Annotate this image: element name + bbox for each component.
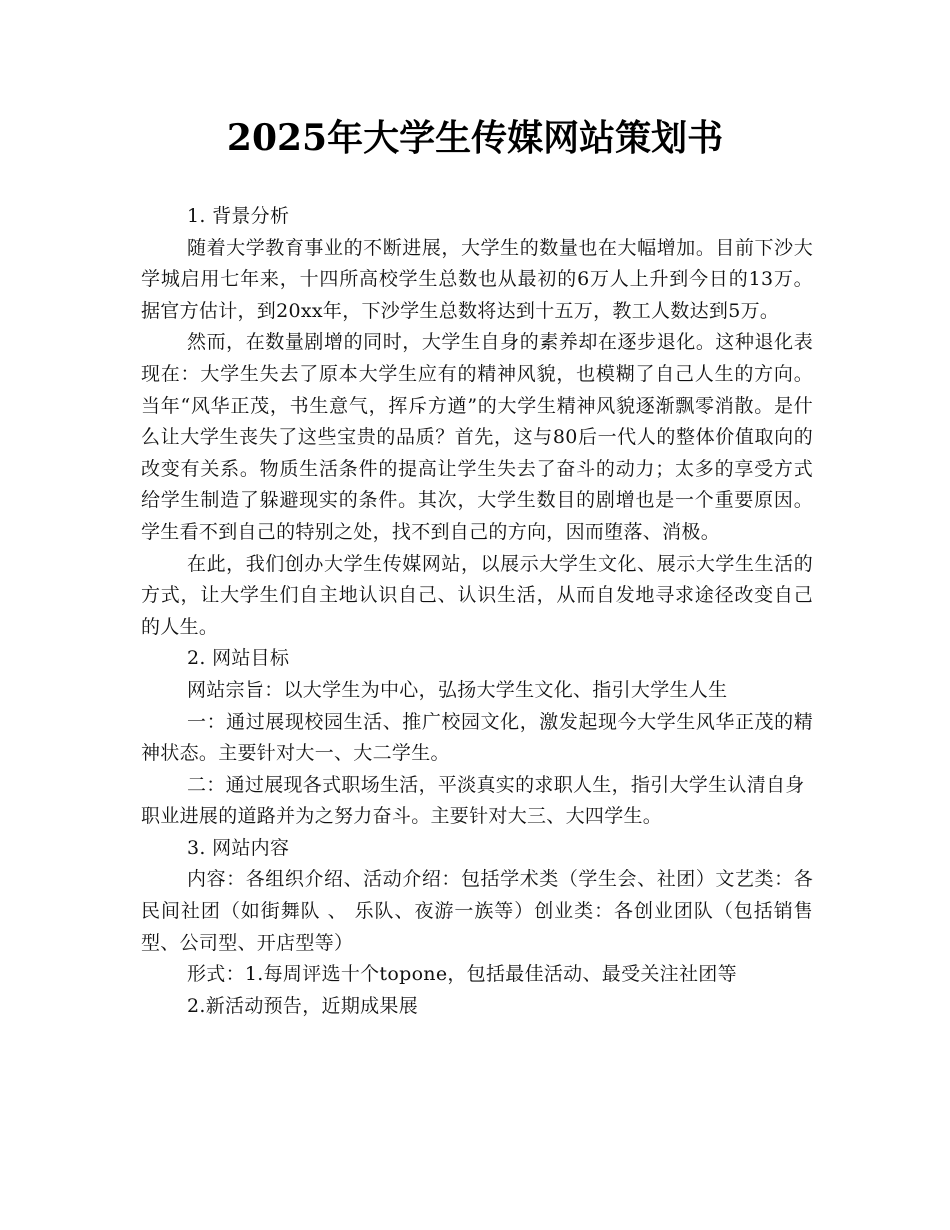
document-body bbox=[141, 201, 813, 1022]
paragraph-background-2: 然而，在数量剧增的同时，大学生自身的素养却在逐步退化。这种退化表现在：大学生失去了原本大学生应有的精神风貌，也模糊了自己人生的方向。 当年“风华正茂，书生意气，挥斥方遒”的大学生精神风貌逐渐飘零消散。是什么让大学生丧失了这些宝贵的品质？首先，这与80后一代人的整体价值取向的改变有关系。物质生活条件的提高让学生失去了奋斗的动力；太多的享受方式给学生制造了躲避现实的条件。其次，大学生数目的剧增也是一个重要原因。学生看不到自己的特别之处，找不到自己的方向，因而堕落、消极。 bbox=[141, 331, 813, 543]
paragraph-format-1: 形式：1.每周评选十个topone，包括最佳活动、最受关注社团等 bbox=[187, 963, 737, 986]
paragraph-background-3: 在此，我们创办大学生传媒网站，以展示大学生文化、展示大学生生活的方式，让大学生们自主地认识自己、认识生活，从而自发地寻求途径改变自己的人生。 bbox=[141, 552, 813, 638]
paragraph-background-1: 随着大学教育事业的不断进展，大学生的数量也在大幅增加。目前下沙大学城启用七年来，十四所高校学生总数也从最初的6万人上升到今日的13万。据官方估计，到20xx年，下沙学生总数将达到十五万，教工人数达到5万。 bbox=[141, 236, 813, 322]
section-heading-content: 3. 网站内容 bbox=[187, 836, 290, 859]
section-heading-background: 1. 背景分析 bbox=[187, 205, 290, 227]
paragraph-format-2: 2.新活动预告，近期成果展 bbox=[187, 994, 419, 1017]
document-title: 2025年大学生传媒网站策划书 bbox=[226, 117, 724, 159]
paragraph-mission: 网站宗旨：以大学生为中心，弘扬大学生文化、指引大学生人生 bbox=[187, 678, 728, 701]
section-heading-goals: 2. 网站目标 bbox=[187, 647, 290, 670]
paragraph-goal-one: 一：通过展现校园生活、推广校园文化，激发起现今大学生风华正茂的精神状态。主要针对大一、大二学生。 bbox=[141, 710, 813, 765]
paragraph-content: 内容：各组织介绍、活动介绍：包括学术类（学生会、社团）文艺类：各民间社团（如街舞队 、 乐队、夜游一族等）创业类：各创业团队（包括销售型、公司型、开店型等） bbox=[141, 868, 813, 954]
paragraph-goal-two: 二：通过展现各式职场生活，平淡真实的求职人生，指引大学生认清自身职业进展的道路并为之努力奋斗。主要针对大三、大四学生。 bbox=[141, 773, 805, 828]
